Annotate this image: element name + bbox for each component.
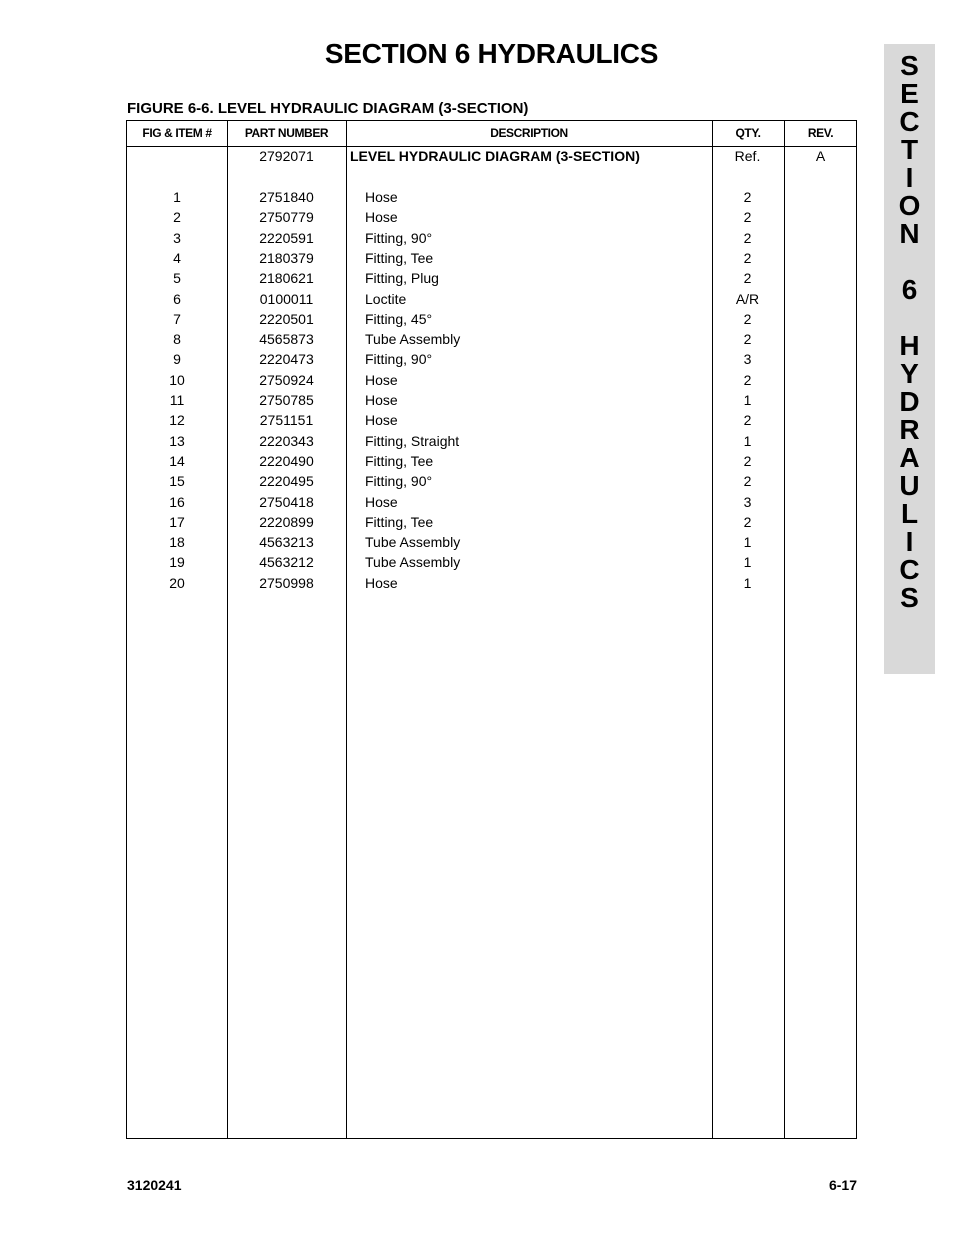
table-row: [127, 532, 856, 552]
description: Hose: [365, 189, 398, 205]
part-number: 2750779: [259, 209, 314, 226]
quantity: 2: [743, 229, 752, 246]
table-row: [127, 268, 856, 288]
part-number: 4565873: [259, 331, 314, 348]
description: Fitting, Plug: [365, 270, 439, 287]
quantity: 1: [743, 574, 752, 591]
section-side-tab: [884, 44, 935, 674]
quantity: 2: [743, 473, 752, 490]
table-row: [127, 431, 856, 451]
table-row: [127, 552, 856, 572]
part-number: 2180621: [259, 270, 314, 287]
description: Hose: [365, 574, 398, 591]
part-number: 2180379: [259, 249, 314, 266]
quantity: 1: [743, 432, 752, 449]
item-number: 15: [169, 473, 185, 490]
item-number: 2: [173, 209, 181, 226]
part-number: 2220899: [259, 513, 314, 530]
item-number: 4: [173, 249, 181, 266]
quantity: 2: [743, 249, 752, 266]
quantity: 3: [743, 493, 752, 510]
description: Fitting, 45°: [365, 310, 433, 327]
quantity: 2: [743, 310, 752, 327]
side-tab-letter: I: [905, 162, 914, 193]
side-tab-letter: A: [899, 442, 920, 473]
column-header-part-number: PART NUMBER: [244, 126, 329, 140]
table-title-row: [127, 146, 856, 166]
column-header-description: DESCRIPTION: [490, 126, 568, 140]
item-number: 11: [169, 392, 185, 408]
description: LEVEL HYDRAULIC DIAGRAM (3-SECTION): [350, 148, 640, 164]
description: Tube Assembly: [365, 554, 461, 571]
quantity: 3: [743, 351, 752, 368]
side-tab-letter: U: [899, 470, 920, 501]
side-tab-letter: S: [900, 50, 919, 81]
quantity: 2: [743, 452, 752, 469]
description: Tube Assembly: [365, 331, 461, 348]
side-tab-letter: S: [900, 582, 919, 613]
part-number: 4563212: [259, 554, 314, 571]
side-tab-letter: C: [899, 554, 920, 585]
item-number: 20: [169, 574, 185, 591]
description: Hose: [365, 392, 398, 408]
table-row: [127, 573, 856, 593]
table-row: [127, 349, 856, 369]
document-number: 3120241: [127, 1177, 182, 1193]
description: Loctite: [365, 290, 407, 307]
quantity: 2: [743, 513, 752, 530]
side-tab-letter: 6: [901, 274, 918, 305]
table-row: [127, 187, 856, 207]
table-row: [127, 329, 856, 349]
table-row: [127, 228, 856, 248]
description: Hose: [365, 493, 398, 510]
table-row: [127, 370, 856, 390]
column-header-rev: REV.: [807, 126, 834, 140]
side-tab-letter: R: [899, 414, 920, 445]
description: Hose: [365, 209, 398, 226]
item-number: 18: [169, 534, 185, 551]
side-tab-letter: C: [899, 106, 920, 137]
description: Tube Assembly: [365, 534, 461, 551]
quantity: 2: [743, 209, 752, 226]
description: Fitting, 90°: [365, 229, 433, 246]
side-tab-letter: T: [900, 134, 919, 165]
side-tab-letter: I: [905, 526, 914, 557]
item-number: 10: [169, 371, 185, 388]
description: Fitting, 90°: [365, 473, 433, 490]
part-number: 0100011: [259, 290, 314, 307]
quantity: 1: [743, 554, 752, 571]
side-tab-letter: Y: [900, 358, 919, 389]
part-number: 2220591: [259, 229, 314, 246]
item-number: 9: [173, 351, 181, 368]
table-row: [127, 309, 856, 329]
item-number: 12: [169, 412, 185, 429]
item-number: 14: [169, 452, 185, 469]
item-number: 8: [173, 331, 181, 348]
side-tab-letter: H: [899, 330, 920, 361]
table-row: [127, 512, 856, 532]
table-row: [127, 492, 856, 512]
description: Hose: [365, 371, 398, 388]
description: Fitting, Tee: [365, 249, 434, 266]
quantity: 2: [743, 371, 752, 388]
table-row: [127, 289, 856, 309]
item-number: 16: [169, 493, 185, 510]
part-number: 2750418: [259, 493, 314, 510]
quantity: 1: [743, 392, 752, 408]
quantity: 2: [743, 412, 752, 429]
column-header-item: FIG & ITEM #: [142, 126, 212, 140]
quantity: 2: [743, 331, 752, 348]
part-number: 2792071: [259, 148, 314, 164]
quantity: A/R: [735, 290, 760, 307]
item-number: 17: [169, 513, 185, 530]
revision: A: [815, 148, 826, 164]
description: Fitting, Tee: [365, 452, 434, 469]
figure-title: FIGURE 6-6. LEVEL HYDRAULIC DIAGRAM (3-SECTION): [127, 100, 529, 117]
part-number: 2751151: [259, 412, 314, 429]
part-number: 2750785: [259, 392, 314, 408]
item-number: 19: [169, 554, 185, 571]
item-number: 1: [173, 189, 181, 205]
item-number: 6: [173, 290, 181, 307]
table-row: [127, 207, 856, 227]
page-title: SECTION 6 HYDRAULICS: [324, 38, 659, 69]
part-number: 2220343: [259, 432, 314, 449]
quantity: 2: [743, 189, 752, 205]
description: Hose: [365, 412, 398, 429]
quantity: Ref.: [734, 148, 761, 164]
description: Fitting, Tee: [365, 513, 434, 530]
side-tab-letter: N: [899, 218, 920, 249]
item-number: 3: [173, 229, 181, 246]
side-tab-letter: E: [900, 78, 919, 109]
part-number: 2220501: [259, 310, 314, 327]
part-number: 2220490: [259, 452, 314, 469]
description: Fitting, Straight: [365, 432, 460, 449]
page-number: 6-17: [828, 1177, 857, 1193]
part-number: 2220473: [259, 351, 314, 368]
description: Fitting, 90°: [365, 351, 433, 368]
table-row: [127, 471, 856, 491]
part-number: 2751840: [259, 189, 314, 205]
table-row: [127, 248, 856, 268]
quantity: 2: [743, 270, 752, 287]
side-tab-letter: L: [900, 498, 919, 529]
column-header-qty: QTY.: [735, 126, 761, 140]
quantity: 1: [743, 534, 752, 551]
part-number: 4563213: [259, 534, 314, 551]
side-tab-letter: D: [899, 386, 920, 417]
part-number: 2750924: [259, 371, 314, 388]
part-number: 2220495: [259, 473, 314, 490]
parts-table: [126, 120, 857, 1139]
part-number: 2750998: [259, 574, 314, 591]
side-tab-letter: O: [898, 190, 921, 221]
table-row: [127, 451, 856, 471]
table-row: [127, 410, 856, 430]
item-number: 7: [173, 310, 181, 327]
item-number: 13: [169, 432, 185, 449]
table-row: [127, 390, 856, 410]
item-number: 5: [173, 270, 181, 287]
